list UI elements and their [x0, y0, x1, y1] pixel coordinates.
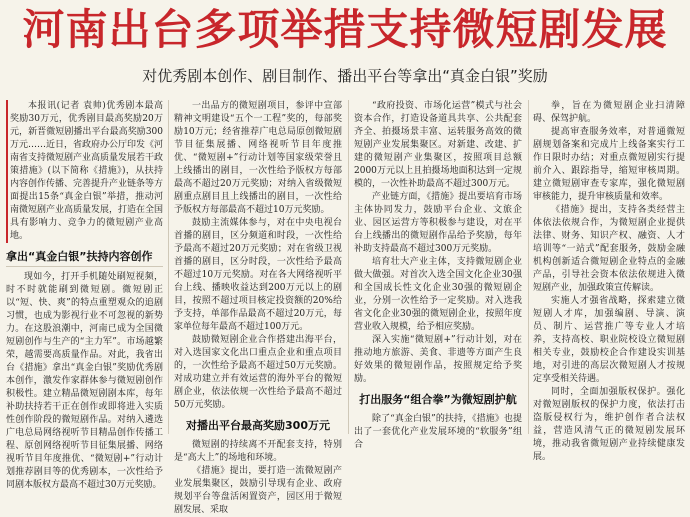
body-paragraph: 培育壮大产业主体，支持微短剧企业做大做强。对首次入选全国文化企业30强和全国成长性文化企业30强的微短剧企业，分别一次性给予一定奖励。对入选我省文化企业30强的微短剧企业，按照年度营业收入规模，给予相应奖励。	[354, 257, 522, 332]
article-column-2	[174, 100, 342, 515]
article-column-1	[6, 100, 164, 490]
body-paragraph: 同时，全面加强版权保护。强化对微短剧版权的保护力度，依法打击盗版侵权行为，维护创作者合法权益，营造风清气正的微短剧发展环境，推动我省微短剧产业持续健康发展。	[533, 387, 685, 462]
body-paragraph: 现如今，打开手机随处刷短视频，时不时就能刷到微短剧。微短剧正以“短、快、爽”的特点重塑观众的追剧习惯，也成为影视行业不可忽视的新势力。在这股浪潮中，河南已成为全国微短剧创作与生产的“主力军”。市场越繁荣，越需要高质量作品。对此，我省出台《措施》拿出“真金白银”奖励优秀剧本创作，激发作家群体参与微短剧创作积极性。建立精品微短剧剧本库，每年补助扶持若干正在创作或即将进入实质性创作阶段的微短剧作品。对纳入遴选广电总局网络视听节目精品创作传播工程、原创网络视听节目征集展播、网络视听节目年度推优、“微短剧+”行动计划推荐剧目等的优秀剧本，一次性给予同剧本版权方最高不超过30万元奖励。	[6, 272, 163, 490]
section-heading-service: 打出服务“组合拳”为微短剧护航	[359, 393, 517, 406]
article-column-4	[533, 100, 685, 462]
body-paragraph: 《措施》提出，支持各类经营主体依法依规合作，为微短剧企业提供法律、财务、知识产权、融资、人才培训等“一站式”配套服务，鼓励金融机构创新适合微短剧企业特点的金融产品，引导社会资本依法依规进入微短剧产业，加强政策宣传解读。	[533, 205, 685, 293]
headline: 河南出台多项举措支持微短剧发展	[22, 5, 668, 54]
column-divider	[168, 100, 169, 434]
section-heading-content: 拿出“真金白银”扶持内容创作	[6, 248, 163, 267]
column-divider	[528, 100, 529, 434]
body-paragraph: 产业链方面，《措施》提出要培育市场主体协同发力，鼓励平台企业、文旅企业、园区运营方等积极参与建设，对在平台上线播出的微短剧作品给予奖励，每年补助支持最高不超过300万元奖励。	[354, 192, 522, 254]
body-paragraph: 实施人才强省战略，探索建立微短剧人才库，加强编剧、导演、演员、制片、运营推广等专业人才培养，支持高校、职业院校设立微短剧相关专业，鼓励校企合作建设实训基地，对引进的高层次微短剧人才按规定享受相关待遇。	[533, 296, 685, 384]
body-paragraph: 鼓励微短剧企业合作搭建出海平台，对入选国家文化出口重点企业和重点项目的，一次性给予最高不超过50万元奖励。对成功建立并有效运营的海外平台的微短剧企业，依法依规一次性给予最高不超过50万元奖励。	[174, 335, 342, 410]
body-paragraph: 深入实施“微短剧+”行动计划，对在推动地方旅游、美食、非遗等方面产生良好效果的微短剧作品，按照规定给予奖励。	[354, 335, 522, 384]
body-paragraph: 《措施》提出，要打造一流微短剧产业发展集聚区，鼓励引导现有企业、政府规划平台等盘活闲置资产，园区用于微短剧发展、采取	[174, 466, 342, 515]
body-paragraph: 提高审查服务效率，对普通微短剧规划备案和完成片上线备案实行工作日限时办结；对重点微短剧实行提前介入、跟踪指导，缩短审核周期。建立微短剧审查专家库，强化微短剧审核能力，提升审核质量和效率。	[533, 127, 685, 202]
body-paragraph: 拳，旨在为微短剧企业扫清障碍、保驾护航。	[533, 101, 685, 124]
lede-paragraph: 本报讯(记者 袁帅)优秀剧本最高奖励30万元，优秀剧目最高奖励20万元，新晋微短剧播出平台最高奖励300万元……近日，省政府办公厅印发《河南省支持微短剧产业高质量发展若干政策措施》(以下简称《措施》)，从扶持内容创作传播、完善提升产业链条等方面提出15条“真金白银”举措，推动河南微短剧产业高质量发展，打造在全国具有影响力、竞争力的微短剧产业高地。	[6, 100, 163, 243]
column-divider	[348, 100, 349, 434]
subheadline: 对优秀剧本创作、剧目制作、播出平台等拿出“真金白银”奖励	[142, 67, 548, 85]
body-paragraph: 除了“真金白银”的扶持，《措施》也提出了一套优化产业发展环境的“软服务”组合	[354, 414, 522, 450]
article-column-3	[354, 100, 522, 450]
body-paragraph: 微短剧的持续离不开配套支持，特别是“高大上”的场地和环境。	[174, 440, 342, 463]
body-paragraph: “政府投资、市场化运营”模式与社会资本合作，打造设备道具共享、公共配套齐全、拍摄场景丰富、运转服务高效的微短剧产业发展集聚区。对新建、改建、扩建的微短剧产业集聚区，按照项目总额2000万元以上且拍摄场地面积达到一定规模的，一次性补助最高不超过300万元。	[354, 101, 522, 189]
section-heading-platform: 对播出平台最高奖励300万元	[186, 419, 330, 432]
body-paragraph: 一出品方的微短剧项目，参评中宣部精神文明建设“五个一工程”奖的，每部奖励10万元；经省推荐广电总局原创微短剧节目征集展播、网络视听节目年度推优、“微短剧+”行动计划等国家级荣誉且上线播出的剧目，一次性给予版权方每部最高不超过20万元奖励；对纳入省级微短剧重点剧目且上线播出的剧目，一次性给予版权方每部最高不超过10万元奖励。	[174, 101, 342, 215]
body-paragraph: 鼓励主流媒体参与，对在中央电视台首播的剧目，区分频道和时段，一次性给予最高不超过20万元奖励；对在省级卫视首播的剧目，区分时段，一次性给予最高不超过10万元奖励。对在各大网络视听平台上线、播映收益达到200万元以上的剧目，按照不超过项目核定投资额的20%给予支持，单部作品最高不超过20万元，每家单位每年最高不超过100万元。	[174, 218, 342, 332]
